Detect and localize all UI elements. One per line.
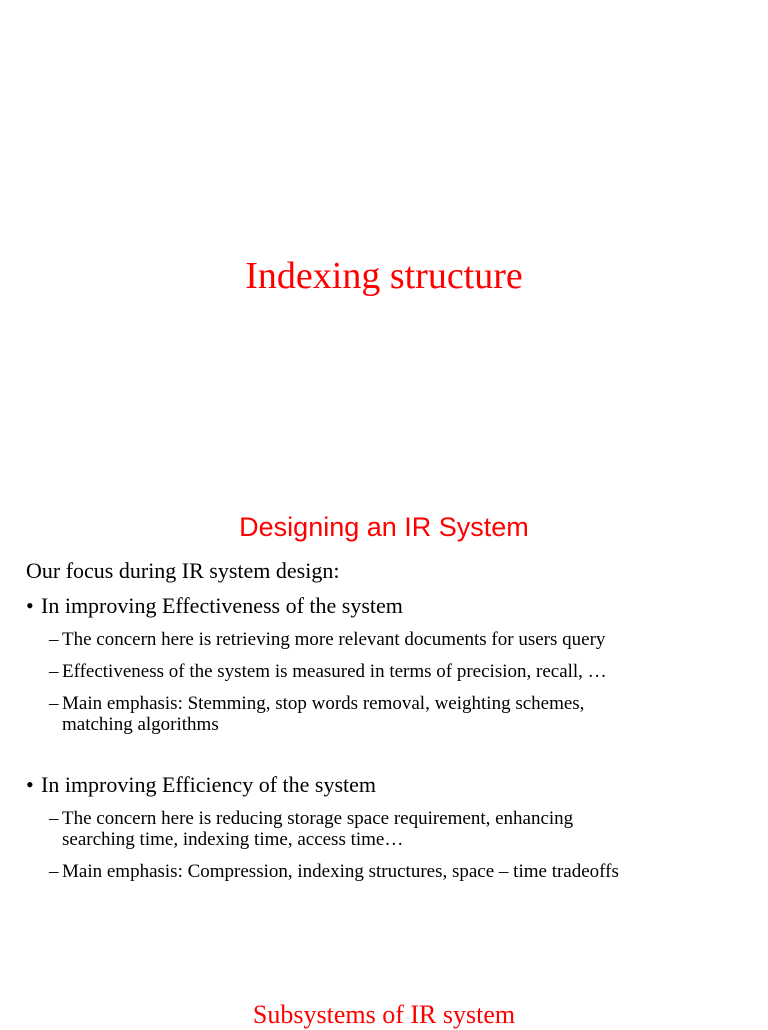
dash-icon: – <box>49 629 59 650</box>
bullet-icon: • <box>26 593 34 618</box>
sub-bullet <box>49 693 584 735</box>
bullet-effectiveness <box>26 593 403 619</box>
sub-bullet-line: Effectiveness of the system is measured in terms of precision, recall, … <box>62 661 607 682</box>
dash-icon: – <box>49 808 59 829</box>
sub-bullet-line: The concern here is reducing storage space requirement, enhancing <box>62 808 574 829</box>
dash-icon: – <box>49 861 59 882</box>
bullet-efficiency <box>26 772 376 798</box>
slide-title: Indexing structure <box>245 255 523 297</box>
slide-title: Designing an IR System <box>239 512 529 542</box>
sub-bullet <box>49 661 607 682</box>
slide-title: Subsystems of IR system <box>252 1000 516 1029</box>
sub-bullet-line: Main emphasis: Compression, indexing structures, space – time tradeoffs <box>62 861 619 882</box>
sub-bullet <box>49 629 605 650</box>
sub-bullet <box>49 861 619 882</box>
sub-bullet-line: The concern here is retrieving more relevant documents for users query <box>62 629 606 650</box>
bullet-label: In improving Efficiency of the system <box>41 772 377 797</box>
sub-bullet-line: searching time, indexing time, access time… <box>62 829 404 850</box>
sub-bullet-line: matching algorithms <box>62 714 219 735</box>
bullet-label: In improving Effectiveness of the system <box>41 593 403 618</box>
dash-icon: – <box>49 661 59 682</box>
intro-text: Our focus during IR system design: <box>26 558 340 583</box>
sub-bullet <box>49 808 573 850</box>
sub-bullet-line: Main emphasis: Stemming, stop words removal, weighting schemes, <box>62 693 585 714</box>
bullet-icon: • <box>26 772 34 797</box>
dash-icon: – <box>49 693 59 714</box>
